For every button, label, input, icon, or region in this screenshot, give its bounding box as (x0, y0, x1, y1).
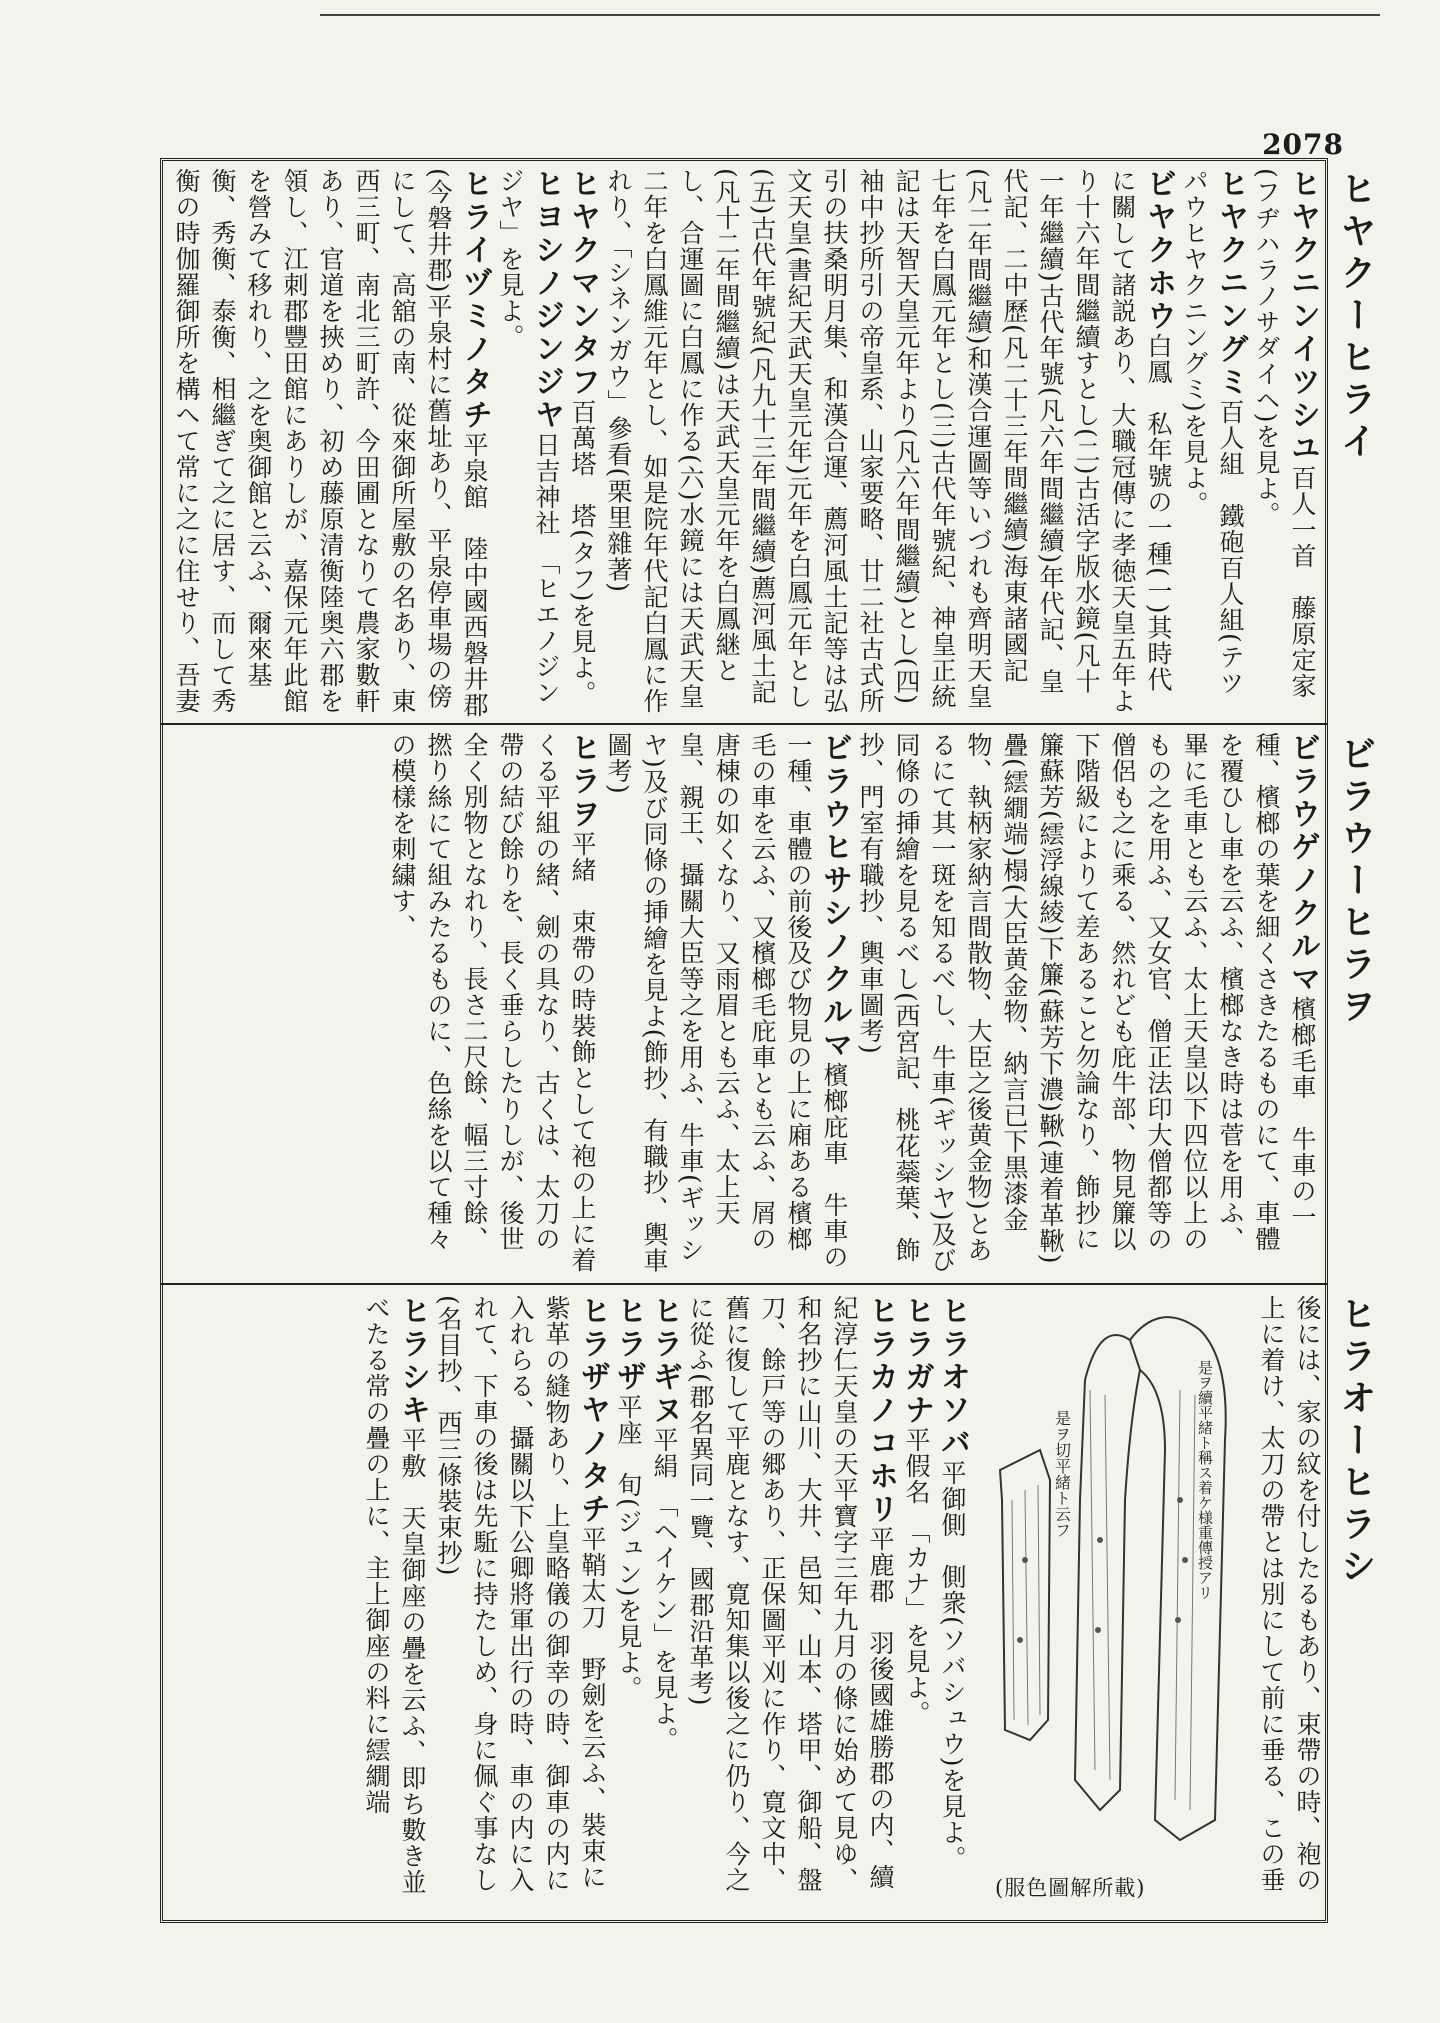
entry-body: 平御側 側衆(ソバシュウ)を見よ。 (938, 1460, 967, 1872)
headword: ビラウゲノクルマ (1285, 732, 1320, 996)
middle-section-text (170, 732, 1320, 1277)
entry-body: 檳榔毛車 牛車の一種、檳榔の葉を細くさきたるものにて、車體を覆ひし車を云ふ、檳榔なき時は菅を用ふ、畢に毛車とも云ふ、太上天皇以下四位以上のもの之を用ふ、又女官、僧正法印大僧都等の僧侶も之に乘る、然れども庇牛部、物見簾以下階級によりて差あること勿論なり、飾抄に簾蘇芳(繧浮線綾)下簾(蘇芳下濃)鞦(連着革鞦)疊(繧繝端)榻(大臣黄金物、納言已下黒漆金物、執柄家納言間散物、大臣之後黄金物)とあるにて其一斑を知るべし、牛車(ギッシヤ)及び同條の挿繪を見るべし(西宮記、桃花蘂葉、飾抄、門室有職抄、輿車圖考) (856, 732, 1317, 1274)
entry-hirazaya-no-tachi (430, 1295, 610, 1915)
headword: ヒラカノコホリ (863, 1295, 898, 1526)
headword: ヒヨシノジンジヤ (529, 168, 564, 432)
entry-hiragana (898, 1295, 934, 1915)
page-number: 2078 (1262, 128, 1344, 161)
entry-body: 檳榔庇車 牛車の一種、車體の前後及び物見の上に廂ある檳榔毛の車を云ふ、又檳榔毛庇車とも云ふ、屑の唐棟の如くなり、又雨眉とも云ふ、太上天皇、親王、攝關大臣等之を用ふ、牛車(ギッシヤ)及び同條の挿繪を見よ(飾抄、有職抄、輿車圖考) (604, 732, 849, 1274)
entry-hiraka-no-kohori (682, 1295, 898, 1915)
hirao-illustration (980, 1300, 1250, 1860)
entry-body: 百人組 鐵砲百人組(テツパウヒヤクニングミ)を見よ。 (1180, 168, 1245, 696)
headword: ヒラガナ (899, 1295, 934, 1427)
headword: ビラウヒサシノクルマ (817, 732, 852, 1062)
top-rule (320, 14, 1380, 16)
entry-birou-hisashi-no-kuruma (600, 732, 852, 1277)
section-header-bottom: ヒラオーヒラシ (1335, 1295, 1376, 1589)
figure-caption: (服色圖解所載) (995, 1876, 1146, 1900)
entry-body: 後には、家の紋を付したるもあり、束帶の時、袍の上に着け、太刀の帶とは別にして前に垂る、この垂 (1257, 1295, 1322, 1893)
entry-hirao (384, 732, 600, 1277)
entry-body: 平緒 束帶の時裝飾として袍の上に着くる平組の緒、劍の具なり、古くは、太刀の帶の結び餘りを、長く垂らしたりしが、後世全く別物となれり、長さ二尺餘、幅三寸餘、撚り絲にて組みたるものに、色絲を以て種々の模樣を刺繍す、 (388, 732, 597, 1273)
entry-hyakunin-gumi (1176, 168, 1248, 718)
headword: ヒラヲ (565, 732, 600, 831)
entry-hiraza (610, 1295, 646, 1915)
entry-body: 百人一首 藤原定家(フヂハラノサダイヘ)を見よ。 (1252, 168, 1317, 699)
section-header-top: ヒヤクーヒライ (1335, 170, 1376, 464)
entry-body: 平座 旬(ジュン)を見よ。 (614, 1394, 643, 1702)
top-section-text (170, 168, 1320, 718)
headword: ヒラシキ (395, 1295, 430, 1427)
entry-hyakumantou (564, 168, 600, 718)
entry-body: 平假名 「カナ」を見よ。 (902, 1427, 931, 1727)
entry-body: 平敷 天皇御座の疊を云ふ、即ち數き並べたる常の疊の上に、主上御座の料に繧繝端 (362, 1295, 427, 1895)
entry-byakuhou (600, 168, 1176, 718)
figure-inscription-1: 是ヲ切平緒ト云フ (1052, 1410, 1072, 1538)
headword: ビヤクホウ (1141, 168, 1176, 333)
section-divider-1 (160, 723, 1328, 725)
section-divider-2 (160, 1283, 1328, 1285)
headword: ヒヤクニングミ (1213, 168, 1248, 399)
headword: ヒラギヌ (647, 1295, 682, 1427)
headword: ヒラザヤノタチ (575, 1295, 610, 1526)
entry-body: 平泉館 陸中國西磐井郡(今磐井郡)平泉村に舊址あり、平泉停車場の傍にして、高舘の南、從來御所屋敷の名あり、東西三町、南北三町許、今田圃となりて農家數軒あり、官道を挾めり、初め藤原清衡陸奥六郡を領し、江刺郡豐田館にありしが、嘉保元年此館を營みて移れり、之を奥御館と云ふ、爾來基衡、秀衡、泰衡、相繼ぎて之に居す、而して秀衡の時伽羅御所を構へて常に之に住せり、吾妻 (172, 168, 489, 718)
headword: ヒライヅミノタチ (457, 168, 492, 432)
entry-hira-osoba (934, 1295, 970, 1915)
entry-hyakunin-isshu (1248, 168, 1320, 718)
entry-hiraginu (646, 1295, 682, 1915)
entry-body: 平絹 「ヘイケン」を見よ。 (650, 1427, 679, 1753)
entry-body: 平鹿郡 羽後國雄勝郡の内、續紀淳仁天皇の天平寶字三年九月の條に始めて見ゆ、和名抄に山川、大井、邑知、山本、塔甲、御船、盤刀、餘戸等の郷あり、正保圖平刈に作り、寛文中、舊に復して平鹿となす、寛知集以後之に仍り、今之に從ふ(郡名異同一覽、國郡沿革考) (686, 1295, 895, 1893)
entry-hirao-continued (1255, 1295, 1325, 1915)
figure-inscription-2: 是ヲ續平緒ト稱ス着ケ様重傳授アリ (1196, 1360, 1214, 1600)
bottom-section-continuation (1255, 1295, 1325, 1915)
bottom-section-text (170, 1295, 970, 1915)
section-header-middle: ビラウーヒラヲ (1335, 735, 1376, 1029)
headword: ヒヤクニンイツシユ (1285, 168, 1320, 465)
entry-body: 平鞘太刀 野劍を云ふ、裝束に紫革の縫物あり、上皇略儀の御幸の時、御車の内に入れらる、攝關以下公卿將軍出行の時、車の内に入れて、下車の後は先駈に持たしめ、身に佩ぐ事なし(名目抄、西三條裝束抄) (434, 1295, 607, 1893)
headword: ヒラザ (611, 1295, 646, 1394)
headword: ヒラオソバ (935, 1295, 970, 1460)
entry-hirashiki (358, 1295, 430, 1915)
entry-hiraizumi-no-tachi (170, 168, 492, 718)
entry-birouge-no-kuruma (852, 732, 1320, 1277)
entry-body: 百萬塔 塔(タフ)を見よ。 (568, 399, 597, 707)
entry-body: 日吉神社 「ヒエノジンジヤ」を見よ。 (496, 168, 561, 706)
entry-hiyoshi-jinja (492, 168, 564, 718)
headword: ヒヤクマンタフ (565, 168, 600, 399)
entry-body: 白鳳 私年號の一種(一)其時代に關して諸説あり、大職冠傳に孝徳天皇五年より十六年間繼續すとし(二)古活字版水鏡(凡十一年繼續)古代年號(凡六年間繼續)年代記、皇代記、二中歷(凡二十三年間繼續)海東諸國記(凡二年間繼續)和漢合運圖等いづれも齊明天皇七年を白鳳元年とし(三)古代年號紀、神皇正統記は天智天皇元年より(凡六年間繼續)とし(四)袖中抄所引の帝皇系、山家要略、廿二社古式所引の扶桑明月集、和漢合運、薦河風土記等は弘文天皇(書紀天武天皇元年)元年を白鳳元年とし(五)古代年號紀(凡九十三年間繼續)薦河風土記(凡十二年間繼續)は天武天皇元年を白鳳継とし、合運圖に白鳳に作る(六)水鏡には天武天皇二年を白鳳維元年とし、如是院年代記白鳳に作れり、「シネンガウ」參看(栗里雜著) (604, 168, 1173, 714)
